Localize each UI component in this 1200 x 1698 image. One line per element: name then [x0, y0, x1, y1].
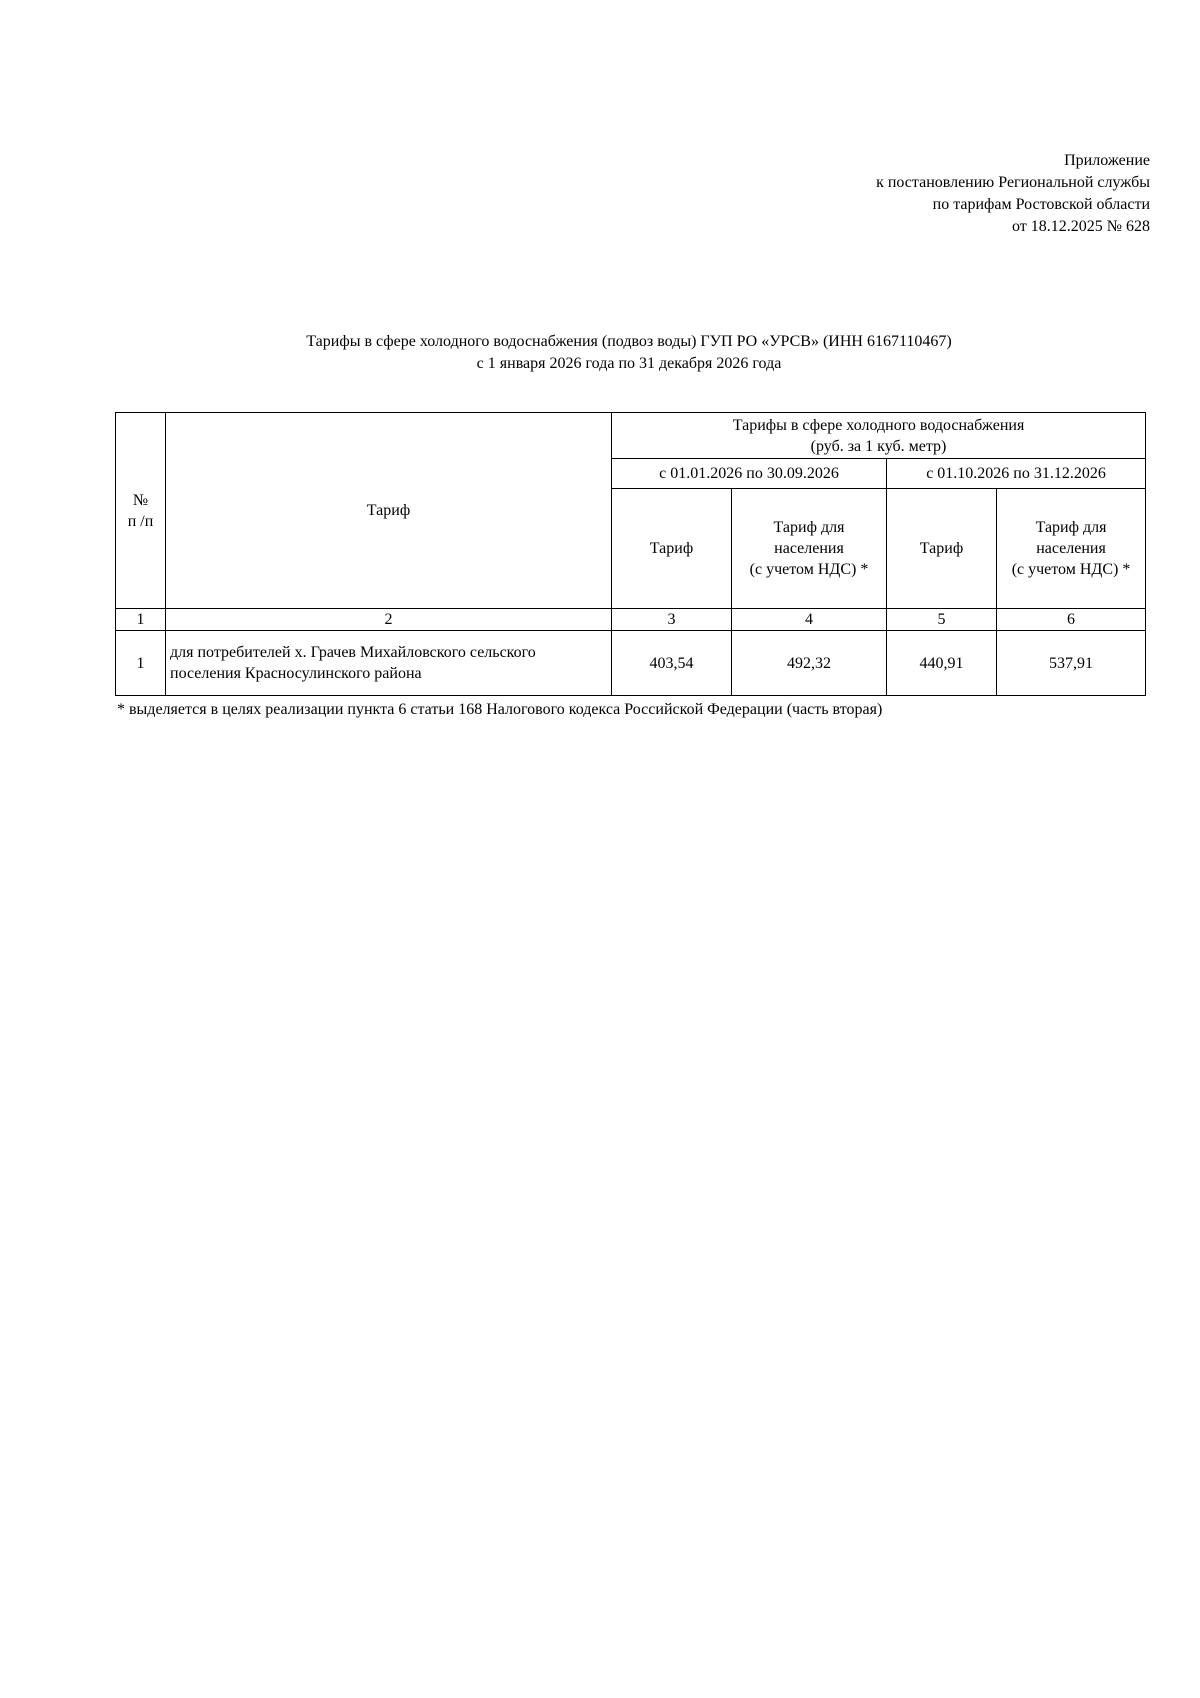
header-tariffs-group: Тарифы в сфере холодного водоснабжения (руб. за 1 куб. метр) — [612, 413, 1146, 459]
column-numbers-row — [116, 609, 1146, 631]
column-number: 5 — [887, 609, 997, 631]
header-period-2: с 01.10.2026 по 31.12.2026 — [887, 459, 1146, 489]
appendix-block — [876, 150, 1150, 238]
row-number: 1 — [116, 631, 166, 696]
header-tariff: Тариф — [166, 413, 612, 609]
header-number: № п /п — [116, 413, 166, 609]
appendix-line-1: Приложение — [1064, 152, 1150, 169]
footnote: * выделяется в целях реализации пункта 6 статьи 168 Налогового кодекса Российской Федерации (часть вторая) — [117, 701, 883, 718]
column-number: 4 — [732, 609, 887, 631]
title-line-1: Тарифы в сфере холодного водоснабжения (подвоз воды) ГУП РО «УРСВ» (ИНН 6167110467) — [306, 333, 952, 350]
appendix-line-4: от 18.12.2025 № 628 — [1011, 218, 1150, 235]
row-tariff-period-1: 403,54 — [612, 631, 732, 696]
header-sub-population-2: Тариф для населения (с учетом НДС) * — [997, 489, 1146, 609]
row-consumer-name: для потребителей х. Грачев Михайловского сельского поселения Красносулинского района — [166, 631, 612, 696]
column-number: 6 — [997, 609, 1146, 631]
title-line-2: с 1 января 2026 года по 31 декабря 2026 года — [476, 355, 782, 372]
appendix-line-2: к постановлению Региональной службы — [876, 174, 1150, 191]
column-number: 3 — [612, 609, 732, 631]
column-number: 1 — [116, 609, 166, 631]
header-sub-tariff-2: Тариф — [887, 489, 997, 609]
header-period-1: с 01.01.2026 по 30.09.2026 — [612, 459, 887, 489]
column-number: 2 — [166, 609, 612, 631]
document-title — [115, 331, 1143, 375]
row-population-tariff-period-1: 492,32 — [732, 631, 887, 696]
header-sub-population-1: Тариф для населения (с учетом НДС) * — [732, 489, 887, 609]
tariffs-table — [115, 412, 1146, 696]
row-population-tariff-period-2: 537,91 — [997, 631, 1146, 696]
table-row — [116, 631, 1146, 696]
row-tariff-period-2: 440,91 — [887, 631, 997, 696]
header-sub-tariff-1: Тариф — [612, 489, 732, 609]
appendix-line-3: по тарифам Ростовской области — [932, 196, 1150, 213]
